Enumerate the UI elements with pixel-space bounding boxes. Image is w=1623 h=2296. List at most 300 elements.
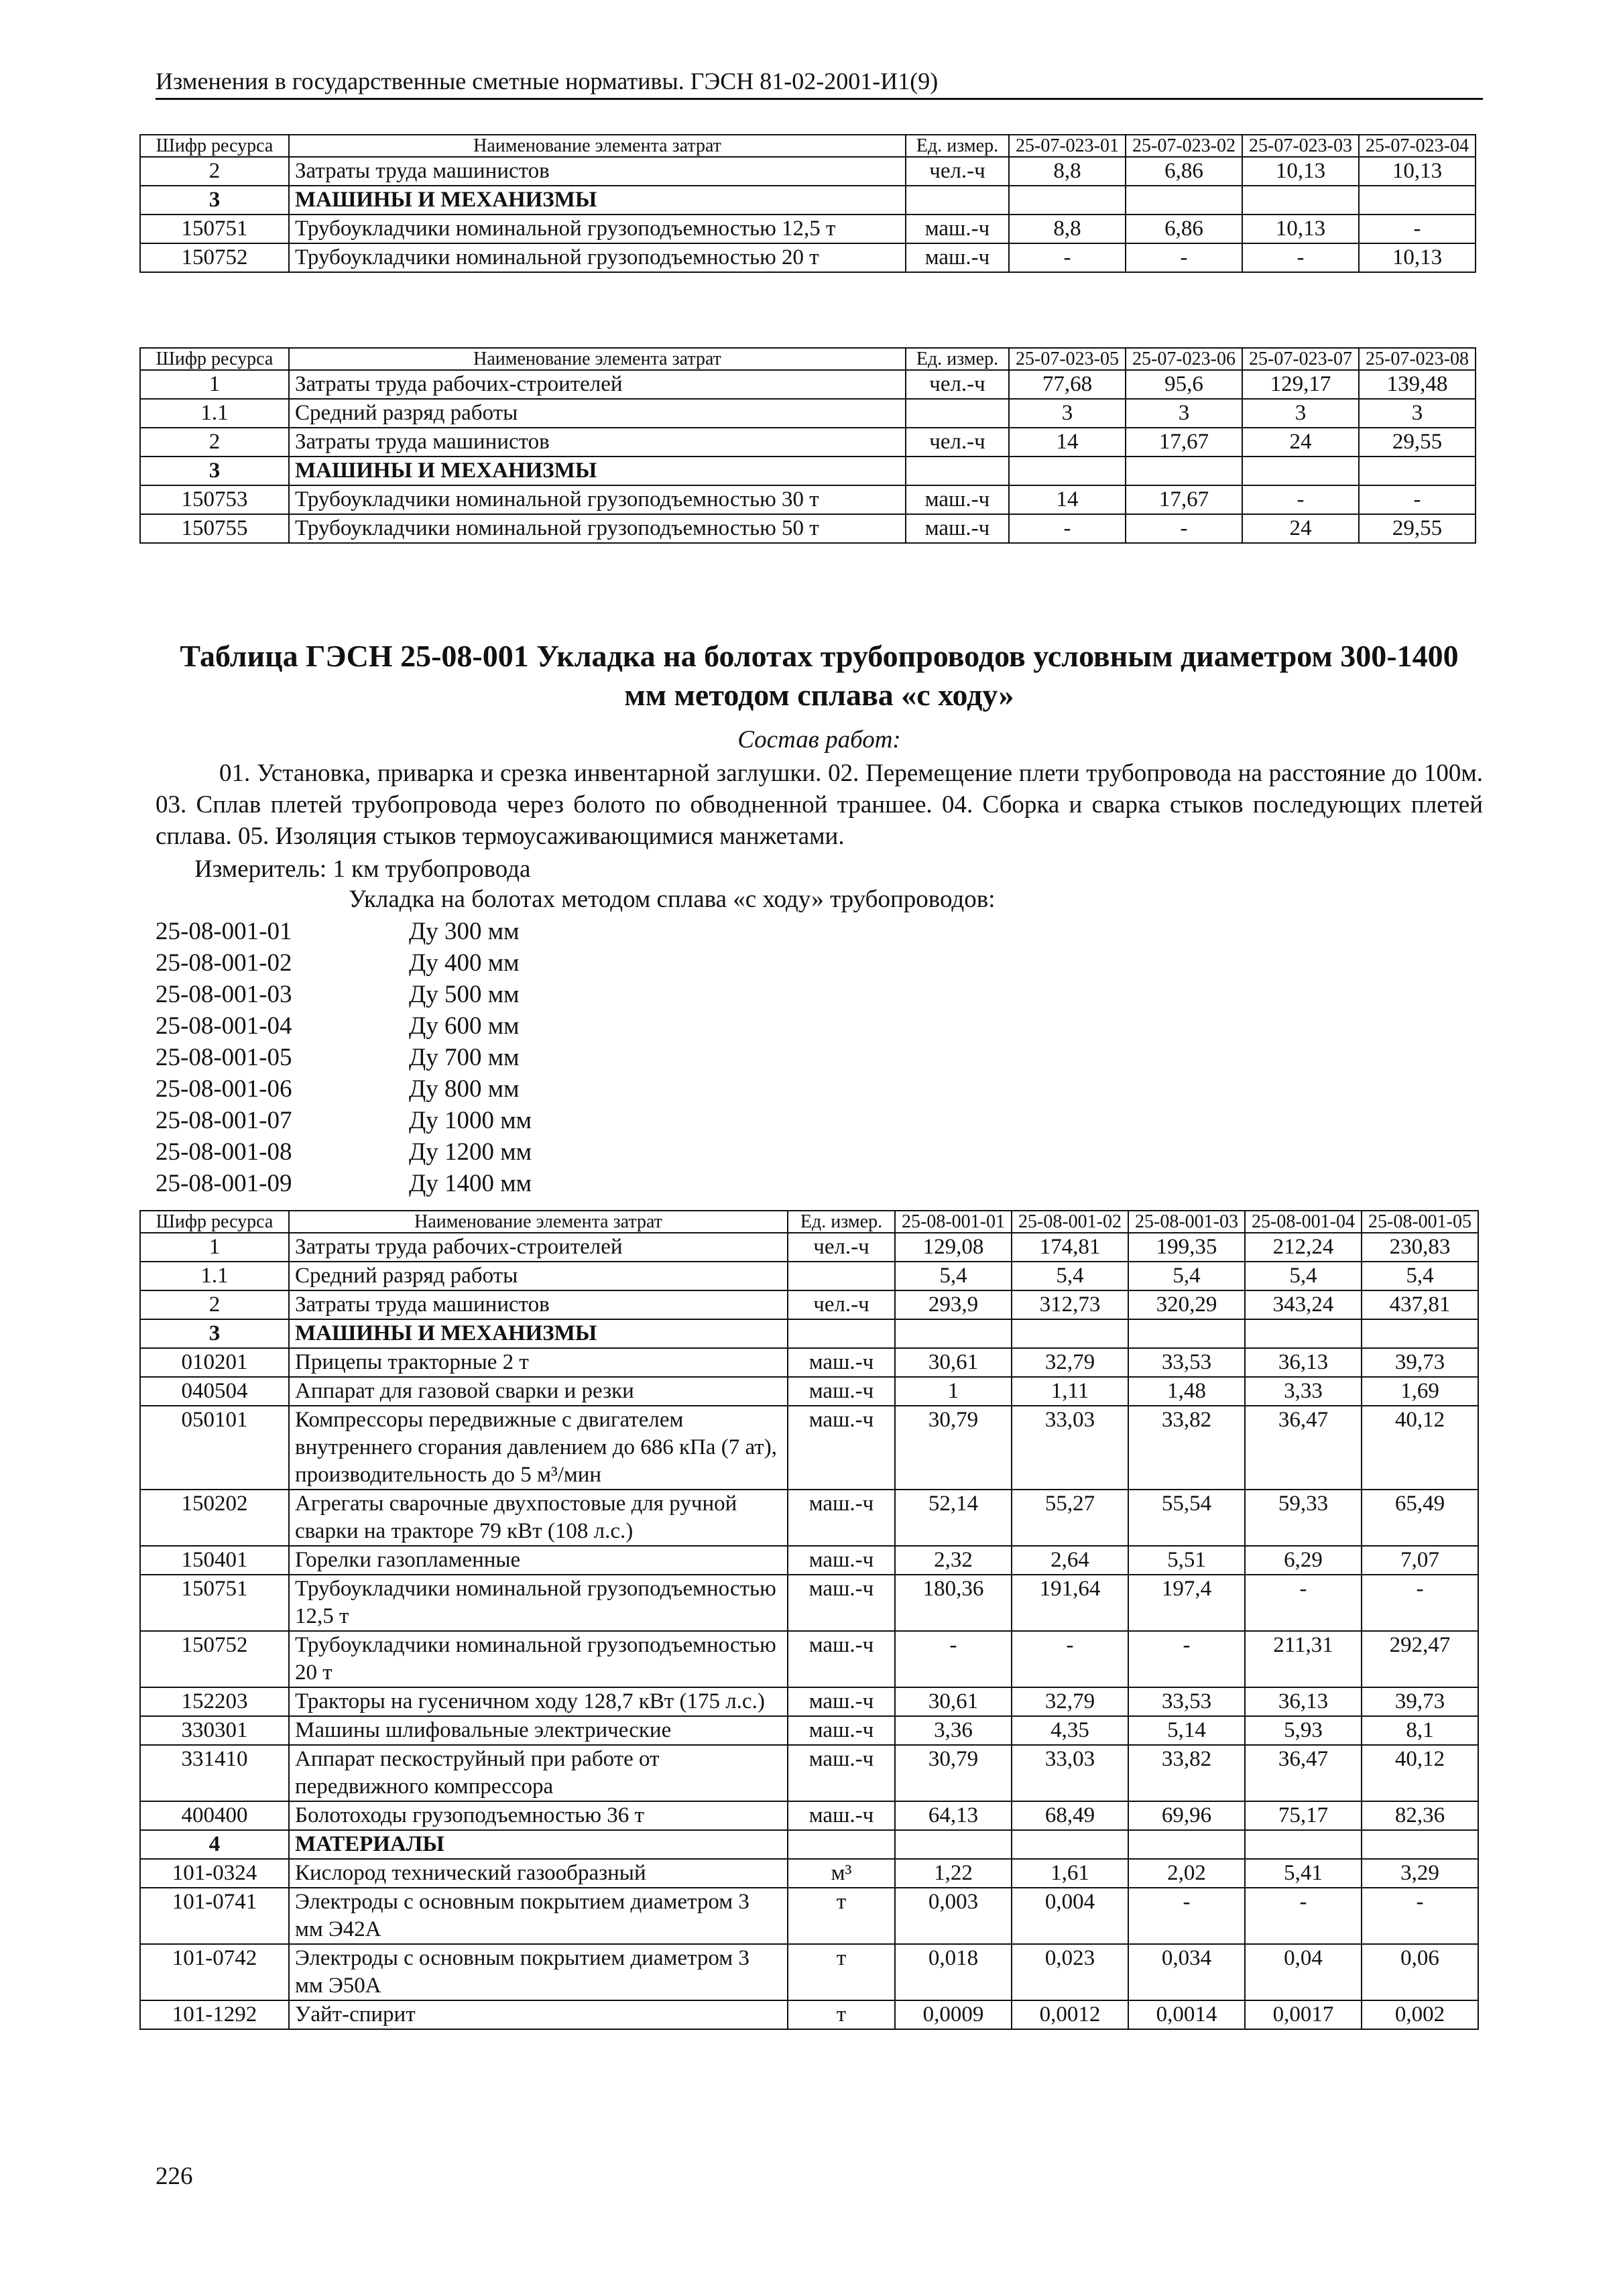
row-value: 40,12 [1362,1406,1478,1490]
row-value: 5,4 [1362,1262,1478,1290]
header-column: 25-07-023-08 [1359,348,1476,370]
row-name: Трубоукладчики номинальной грузоподъемностью 12,5 т [289,1575,788,1631]
row-value: 5,4 [1128,1262,1245,1290]
table-row [140,428,1476,457]
row-value: 32,79 [1012,1687,1128,1716]
table-row [140,1406,1478,1490]
row-value [1128,1319,1245,1348]
table-row [140,1348,1478,1377]
row-value: 33,53 [1128,1348,1245,1377]
row-value: - [1362,1888,1478,1944]
row-value: 5,14 [1128,1716,1245,1745]
table-row [140,1745,1478,1801]
header-row [140,1211,1478,1233]
table-row [140,1290,1478,1319]
row-name: Средний разряд работы [289,1262,788,1290]
row-value: 5,93 [1245,1716,1362,1745]
row-value: 24 [1242,514,1359,543]
table-row [140,514,1476,543]
row-value: 1,22 [895,1859,1012,1888]
row-value [895,1830,1012,1859]
row-unit: маш.-ч [788,1406,895,1490]
row-name: МАШИНЫ И МЕХАНИЗМЫ [289,457,906,485]
header-row [140,135,1476,157]
row-code: 040504 [140,1377,289,1406]
header-column: 25-08-001-04 [1245,1211,1362,1233]
table-row [140,399,1476,428]
row-value: 1,61 [1012,1859,1128,1888]
header-code: Шифр ресурса [140,135,289,157]
row-value: 33,53 [1128,1687,1245,1716]
table-row [140,1262,1478,1290]
row-value: 174,81 [1012,1233,1128,1262]
norm-codes-list [156,916,532,1199]
row-unit: маш.-ч [906,485,1009,514]
row-value: 55,54 [1128,1490,1245,1546]
table-25-08-001 [139,1210,1479,2030]
row-value: 2,02 [1128,1859,1245,1888]
row-name: Электроды с основным покрытием диаметром 3 мм Э42А [289,1888,788,1944]
row-value: - [1126,514,1242,543]
row-value: 10,13 [1242,215,1359,243]
norm-code: 25-08-001-01 [156,918,292,945]
table-row [140,485,1476,514]
row-value: 30,79 [895,1745,1012,1801]
row-unit: маш.-ч [788,1377,895,1406]
header-column: 25-08-001-05 [1362,1211,1478,1233]
row-value: 75,17 [1245,1801,1362,1830]
row-value: 129,08 [895,1233,1012,1262]
header-column: 25-07-023-05 [1009,348,1126,370]
row-value [1359,457,1476,485]
row-value: 30,79 [895,1406,1012,1490]
table-row [140,1546,1478,1575]
row-value: 52,14 [895,1490,1012,1546]
row-value [1009,186,1126,215]
code-row [156,1105,532,1136]
table-row [140,1319,1478,1348]
row-unit: маш.-ч [788,1575,895,1631]
row-name: Компрессоры передвижные с двигателем внутреннего сгорания давлением до 686 кПа (7 ат), производительность до 5 м³/мин [289,1406,788,1490]
measurement-unit: Измеритель: 1 км трубопровода [194,855,531,883]
row-name: Затраты труда рабочих-строителей [289,1233,788,1262]
row-code: 010201 [140,1348,289,1377]
row-name: Аппарат для газовой сварки и резки [289,1377,788,1406]
row-code: 150752 [140,1631,289,1687]
row-name: Прицепы тракторные 2 т [289,1348,788,1377]
norm-diameter: Ду 400 мм [409,949,520,977]
row-value: 0,06 [1362,1944,1478,2000]
row-name: Затраты труда машинистов [289,1290,788,1319]
header-column: 25-07-023-07 [1242,348,1359,370]
table-row [140,1888,1478,1944]
row-code: 2 [140,157,289,186]
row-code: 150202 [140,1490,289,1546]
row-code: 2 [140,1290,289,1319]
row-value: 6,86 [1126,157,1242,186]
row-value: 1,69 [1362,1377,1478,1406]
row-value: 5,4 [895,1262,1012,1290]
header-column: 25-08-001-02 [1012,1211,1128,1233]
row-value: 191,64 [1012,1575,1128,1631]
page-number: 226 [156,2163,193,2190]
row-value: 437,81 [1362,1290,1478,1319]
row-value: 5,51 [1128,1546,1245,1575]
row-name: Горелки газопламенные [289,1546,788,1575]
code-row [156,1168,532,1199]
row-value: 7,07 [1362,1546,1478,1575]
row-name: Машины шлифовальные электрические [289,1716,788,1745]
header-column: 25-07-023-03 [1242,135,1359,157]
table-row [140,186,1476,215]
row-value: 0,0014 [1128,2000,1245,2029]
row-unit: т [788,1888,895,1944]
norm-diameter: Ду 300 мм [409,918,520,945]
row-code: 050101 [140,1406,289,1490]
table-row [140,1830,1478,1859]
row-unit: маш.-ч [788,1716,895,1745]
table-row [140,1377,1478,1406]
row-name: МАТЕРИАЛЫ [289,1830,788,1859]
row-value: 0,018 [895,1944,1012,2000]
row-value: 197,4 [1128,1575,1245,1631]
row-name: Кислород технический газообразный [289,1859,788,1888]
row-code: 1.1 [140,1262,289,1290]
row-value: 69,96 [1128,1801,1245,1830]
row-value: - [1012,1631,1128,1687]
row-value: 8,1 [1362,1716,1478,1745]
row-value: 32,79 [1012,1348,1128,1377]
norm-diameter: Ду 1400 мм [409,1170,532,1197]
code-row [156,1010,532,1042]
table-row [140,1801,1478,1830]
row-name: Средний разряд работы [289,399,906,428]
row-unit: чел.-ч [788,1290,895,1319]
row-code: 1 [140,370,289,399]
row-value: - [1359,485,1476,514]
table-row [140,1575,1478,1631]
row-value: 1,11 [1012,1377,1128,1406]
row-value: 6,29 [1245,1546,1362,1575]
row-value: 3,33 [1245,1377,1362,1406]
row-name: Затраты труда машинистов [289,428,906,457]
norm-diameter: Ду 1200 мм [409,1138,532,1166]
row-value: 17,67 [1126,428,1242,457]
row-unit [788,1262,895,1290]
row-code: 150401 [140,1546,289,1575]
header-column: 25-07-023-06 [1126,348,1242,370]
code-row [156,979,532,1010]
row-value [1359,186,1476,215]
row-value: 0,0017 [1245,2000,1362,2029]
header-column: 25-08-001-01 [895,1211,1012,1233]
row-name: Трубоукладчики номинальной грузоподъемностью 50 т [289,514,906,543]
row-name: Трубоукладчики номинальной грузоподъемностью 20 т [289,1631,788,1687]
row-value: 0,004 [1012,1888,1128,1944]
header-unit: Ед. измер. [788,1211,895,1233]
code-row [156,916,532,947]
row-unit [788,1830,895,1859]
row-code: 150755 [140,514,289,543]
table-row [140,1490,1478,1546]
table-row [140,215,1476,243]
row-value: 65,49 [1362,1490,1478,1546]
row-value: 0,034 [1128,1944,1245,2000]
row-value: 33,82 [1128,1745,1245,1801]
norm-diameter: Ду 800 мм [409,1075,520,1103]
row-value: 39,73 [1362,1687,1478,1716]
row-value: 68,49 [1012,1801,1128,1830]
row-unit: маш.-ч [906,243,1009,272]
row-unit: маш.-ч [788,1631,895,1687]
row-value: 5,4 [1245,1262,1362,1290]
row-value: 10,13 [1242,157,1359,186]
row-value: 139,48 [1359,370,1476,399]
row-code: 1.1 [140,399,289,428]
header-column: 25-07-023-01 [1009,135,1126,157]
row-code: 150753 [140,485,289,514]
table-row [140,1631,1478,1687]
row-value: - [1009,514,1126,543]
row-value: 3 [1242,399,1359,428]
row-unit: чел.-ч [906,428,1009,457]
table-title: Таблица ГЭСН 25-08-001 Укладка на болотах трубопроводов условным диаметром 300-1400 мм методом сплава «с ходу» [180,639,1459,712]
row-value: 129,17 [1242,370,1359,399]
row-unit: маш.-ч [906,514,1009,543]
row-value: 3,36 [895,1716,1012,1745]
row-unit: чел.-ч [788,1233,895,1262]
row-value: 36,13 [1245,1687,1362,1716]
row-value: 17,67 [1126,485,1242,514]
row-value: 59,33 [1245,1490,1362,1546]
row-value: 211,31 [1245,1631,1362,1687]
row-value [1009,457,1126,485]
row-value: 8,8 [1009,215,1126,243]
table-row [140,2000,1478,2029]
row-name: Электроды с основным покрытием диаметром 3 мм Э50А [289,1944,788,2000]
norm-code: 25-08-001-05 [156,1044,292,1071]
norm-code: 25-08-001-07 [156,1107,292,1134]
row-unit: чел.-ч [906,370,1009,399]
row-value: 230,83 [1362,1233,1478,1262]
row-value: 0,04 [1245,1944,1362,2000]
row-unit [906,399,1009,428]
row-value: 29,55 [1359,428,1476,457]
row-code: 3 [140,1319,289,1348]
row-code: 101-0324 [140,1859,289,1888]
header-unit: Ед. измер. [906,348,1009,370]
row-code: 3 [140,186,289,215]
row-value: - [1009,243,1126,272]
row-unit: маш.-ч [788,1687,895,1716]
row-value: - [1245,1575,1362,1631]
row-unit: чел.-ч [906,157,1009,186]
running-header: Изменения в государственные сметные нормативы. ГЭСН 81-02-2001-И1(9) [156,67,1483,100]
row-value: 82,36 [1362,1801,1478,1830]
table-row [140,1944,1478,2000]
row-value: - [1242,243,1359,272]
row-code: 331410 [140,1745,289,1801]
row-unit: маш.-ч [788,1490,895,1546]
row-value: - [1242,485,1359,514]
header-name: Наименование элемента затрат [289,135,906,157]
code-row [156,1042,532,1073]
row-unit: маш.-ч [788,1801,895,1830]
row-unit [906,186,1009,215]
header-name: Наименование элемента затрат [289,348,906,370]
row-value [1245,1830,1362,1859]
row-code: 2 [140,428,289,457]
codes-lead: Укладка на болотах методом сплава «с ходу» трубопроводов: [349,886,996,913]
norm-code: 25-08-001-04 [156,1012,292,1040]
row-value: 312,73 [1012,1290,1128,1319]
row-value: 40,12 [1362,1745,1478,1801]
row-name: Тракторы на гусеничном ходу 128,7 кВт (175 л.с.) [289,1687,788,1716]
header-code: Шифр ресурса [140,348,289,370]
code-row [156,1073,532,1105]
row-value: 6,86 [1126,215,1242,243]
row-value: 212,24 [1245,1233,1362,1262]
table-row [140,243,1476,272]
row-value: - [1128,1631,1245,1687]
code-row [156,1136,532,1168]
row-value: 3 [1359,399,1476,428]
norm-diameter: Ду 700 мм [409,1044,520,1071]
row-name: Трубоукладчики номинальной грузоподъемностью 12,5 т [289,215,906,243]
row-name: Трубоукладчики номинальной грузоподъемностью 20 т [289,243,906,272]
row-value: 292,47 [1362,1631,1478,1687]
row-value: 293,9 [895,1290,1012,1319]
table-row [140,1233,1478,1262]
row-value: 33,03 [1012,1406,1128,1490]
row-value: 55,27 [1012,1490,1128,1546]
row-value: 33,82 [1128,1406,1245,1490]
row-value [1242,186,1359,215]
work-composition-heading: Состав работ: [737,726,901,753]
row-code: 4 [140,1830,289,1859]
row-value: 0,023 [1012,1944,1128,2000]
row-value: 10,13 [1359,243,1476,272]
row-value: - [1128,1888,1245,1944]
row-value: 30,61 [895,1348,1012,1377]
row-name: МАШИНЫ И МЕХАНИЗМЫ [289,186,906,215]
norm-diameter: Ду 500 мм [409,981,520,1008]
row-unit: т [788,1944,895,2000]
row-code: 400400 [140,1801,289,1830]
row-name: Болотоходы грузоподъемностью 36 т [289,1801,788,1830]
row-name: Уайт-спирит [289,2000,788,2029]
norm-diameter: Ду 600 мм [409,1012,520,1040]
norm-code: 25-08-001-08 [156,1138,292,1166]
row-value: 39,73 [1362,1348,1478,1377]
row-code: 150751 [140,215,289,243]
row-code: 150752 [140,243,289,272]
row-value: 0,0009 [895,2000,1012,2029]
norm-code: 25-08-001-02 [156,949,292,977]
row-code: 3 [140,457,289,485]
row-value [1245,1319,1362,1348]
row-name: Трубоукладчики номинальной грузоподъемностью 30 т [289,485,906,514]
row-value: - [1362,1575,1478,1631]
table-25-07-023-part2 [139,347,1476,544]
norm-code: 25-08-001-06 [156,1075,292,1103]
row-value: 0,002 [1362,2000,1478,2029]
row-unit: м³ [788,1859,895,1888]
row-value: - [1359,215,1476,243]
row-unit: т [788,2000,895,2029]
row-value: 0,0012 [1012,2000,1128,2029]
row-value: 3 [1009,399,1126,428]
row-code: 1 [140,1233,289,1262]
header-unit: Ед. измер. [906,135,1009,157]
header-column: 25-07-023-02 [1126,135,1242,157]
table-25-07-023-part1 [139,134,1476,273]
row-value: 95,6 [1126,370,1242,399]
row-value: - [1126,243,1242,272]
row-unit: маш.-ч [788,1546,895,1575]
row-value [1126,457,1242,485]
row-value: 77,68 [1009,370,1126,399]
row-value [1362,1830,1478,1859]
row-value [1012,1319,1128,1348]
row-value: 24 [1242,428,1359,457]
row-unit: маш.-ч [788,1348,895,1377]
table-row [140,157,1476,186]
norm-code: 25-08-001-03 [156,981,292,1008]
row-value: - [1245,1888,1362,1944]
header-column: 25-08-001-03 [1128,1211,1245,1233]
row-value: 33,03 [1012,1745,1128,1801]
norm-diameter: Ду 1000 мм [409,1107,532,1134]
row-unit [788,1319,895,1348]
row-value: 64,13 [895,1801,1012,1830]
row-name: Затраты труда рабочих-строителей [289,370,906,399]
row-value: 2,64 [1012,1546,1128,1575]
work-composition-text: 01. Установка, приварка и срезка инвентарной заглушки. 02. Перемещение плети трубопровода на расстояние до 100м. 03. Сплав плетей трубопровода через болото по обводненной траншее. 04. Сборка и сварка стыков последующих плетей сплава. 05. Изоляция стыков термоусаживающимися манжетами. [156,760,1483,850]
row-value [1128,1830,1245,1859]
row-value: 29,55 [1359,514,1476,543]
row-unit: маш.-ч [906,215,1009,243]
row-value [895,1319,1012,1348]
row-value [1362,1319,1478,1348]
norm-code: 25-08-001-09 [156,1170,292,1197]
row-unit [906,457,1009,485]
code-row [156,947,532,979]
table-row [140,1859,1478,1888]
header-row [140,348,1476,370]
table-row [140,1716,1478,1745]
row-value [1012,1830,1128,1859]
row-code: 101-1292 [140,2000,289,2029]
row-value: - [895,1631,1012,1687]
row-name: МАШИНЫ И МЕХАНИЗМЫ [289,1319,788,1348]
row-value: 30,61 [895,1687,1012,1716]
row-value: 8,8 [1009,157,1126,186]
row-code: 330301 [140,1716,289,1745]
row-value: 320,29 [1128,1290,1245,1319]
row-value: 10,13 [1359,157,1476,186]
row-value: 5,4 [1012,1262,1128,1290]
row-value: 2,32 [895,1546,1012,1575]
row-value: 1,48 [1128,1377,1245,1406]
row-value: 199,35 [1128,1233,1245,1262]
row-code: 152203 [140,1687,289,1716]
row-value: 4,35 [1012,1716,1128,1745]
row-value: 36,13 [1245,1348,1362,1377]
row-name: Агрегаты сварочные двухпостовые для ручной сварки на тракторе 79 кВт (108 л.с.) [289,1490,788,1546]
row-unit: маш.-ч [788,1745,895,1801]
header-code: Шифр ресурса [140,1211,289,1233]
